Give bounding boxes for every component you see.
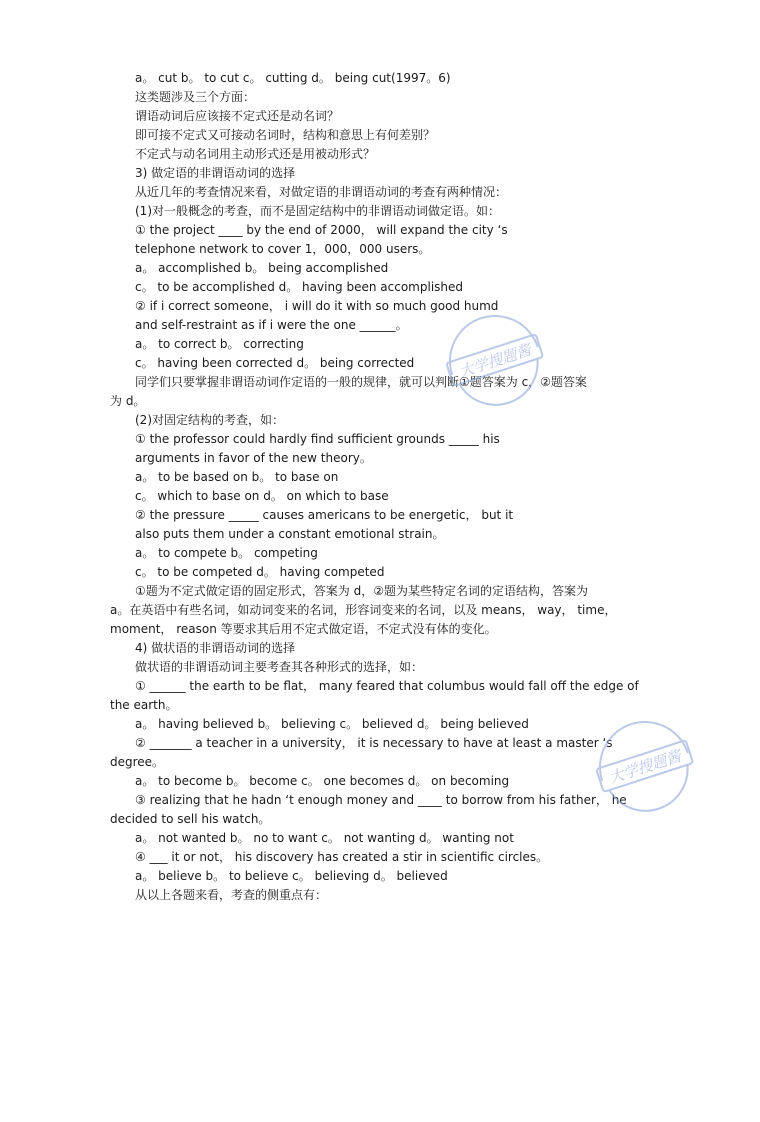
text-line: 从近几年的考查情况来看，对做定语的非谓语动词的考查有两种情况： xyxy=(135,185,508,199)
text-line: c。 to be accomplished d。 having been accomplished xyxy=(135,280,464,294)
text-line: 不定式与动名词用主动形式还是用被动形式？ xyxy=(135,147,376,161)
text-line: 为 d。 xyxy=(110,394,146,408)
text-line: a。 cut b。 to cut c。 cutting d。 being cut(1997。6) xyxy=(135,71,451,85)
text-line: a。 to be based on b。 to base on xyxy=(135,470,339,484)
text-line: a。 to compete b。 competing xyxy=(135,546,318,560)
text-line: telephone network to cover 1，000，000 users。 xyxy=(135,242,431,256)
text-line: ① ______ the earth to be flat， many feared that columbus would fall off the edge of xyxy=(135,679,639,693)
text-line: ① the project ____ by the end of 2000， will expand the city ‘s xyxy=(135,223,508,237)
text-line: 3) 做定语的非谓语动词的选择 xyxy=(135,166,296,180)
text-line: ② the pressure _____ causes americans to be energetic， but it xyxy=(135,508,514,522)
text-line: 做状语的非谓语动词主要考查其各种形式的选择，如： xyxy=(135,660,424,674)
text-line: a。 accomplished b。 being accomplished xyxy=(135,261,389,275)
text-line: degree。 xyxy=(110,755,165,769)
text-line: a。 to become b。 become c。 one becomes d。 on becoming xyxy=(135,774,510,788)
text-line: 同学们只要掌握非谓语动词作定语的一般的规律，就可以判断①题答案为 c，②题答案 xyxy=(135,375,587,389)
text-line: 从以上各题来看，考查的侧重点有： xyxy=(135,888,328,902)
watermark-stamp-bottom xyxy=(590,712,700,822)
text-line: c。 which to base on d。 on which to base xyxy=(135,489,389,503)
text-line: a。在英语中有些名词，如动词变来的名词，形容词变来的名词，以及 means， way， time， xyxy=(110,603,617,617)
text-line: moment， reason 等要求其后用不定式做定语，不定式没有体的变化。 xyxy=(110,622,497,636)
text-line: a。 having believed b。 believing c。 believed d。 being believed xyxy=(135,717,529,731)
text-line: 这类题涉及三个方面： xyxy=(135,90,256,104)
text-line: also puts them under a constant emotional strain。 xyxy=(135,527,445,541)
text-line: (2)对固定结构的考查，如： xyxy=(135,413,284,427)
text-line: a。 to correct b。 correcting xyxy=(135,337,304,351)
text-line: 即可接不定式又可接动名词时，结构和意思上有何差别？ xyxy=(135,128,436,142)
text-line: c。 having been corrected d。 being corrected xyxy=(135,356,415,370)
text-line: arguments in favor of the new theory。 xyxy=(135,451,372,465)
text-line: ② _______ a teacher in a university， it is necessary to have at least a master ‘s xyxy=(135,736,613,750)
text-line: decided to sell his watch。 xyxy=(110,812,271,826)
text-line: ② if i correct someone， i will do it with so much good humd xyxy=(135,299,499,313)
text-line: 4) 做状语的非谓语动词的选择 xyxy=(135,641,296,655)
text-line: ③ realizing that he hadn ‘t enough money and ____ to borrow from his father， he xyxy=(135,793,627,807)
text-line: the earth。 xyxy=(110,698,178,712)
text-line: (1)对一般概念的考查，而不是固定结构中的非谓语动词做定语。如： xyxy=(135,204,501,218)
text-line: c。 to be competed d。 having competed xyxy=(135,565,385,579)
svg-text:大学搜题酱: 大学搜题酱 xyxy=(606,746,684,788)
svg-text:大学搜题酱: 大学搜题酱 xyxy=(456,340,534,382)
text-line: ①题为不定式做定语的固定形式，答案为 d，②题为某些特定名词的定语结构，答案为 xyxy=(135,584,588,598)
text-line: ④ ___ it or not， his discovery has created a stir in scientific circles。 xyxy=(135,850,549,864)
text-line: 谓语动词后应该接不定式还是动名词？ xyxy=(135,109,340,123)
text-line: a。 not wanted b。 no to want c。 not wanting d。 wanting not xyxy=(135,831,514,845)
watermark-stamp-top xyxy=(440,306,550,416)
text-line: ① the professor could hardly find sufficient grounds _____ his xyxy=(135,432,500,446)
text-line: a。 believe b。 to believe c。 believing d。 believed xyxy=(135,869,448,883)
text-line: and self-restraint as if i were the one ______。 xyxy=(135,318,408,332)
